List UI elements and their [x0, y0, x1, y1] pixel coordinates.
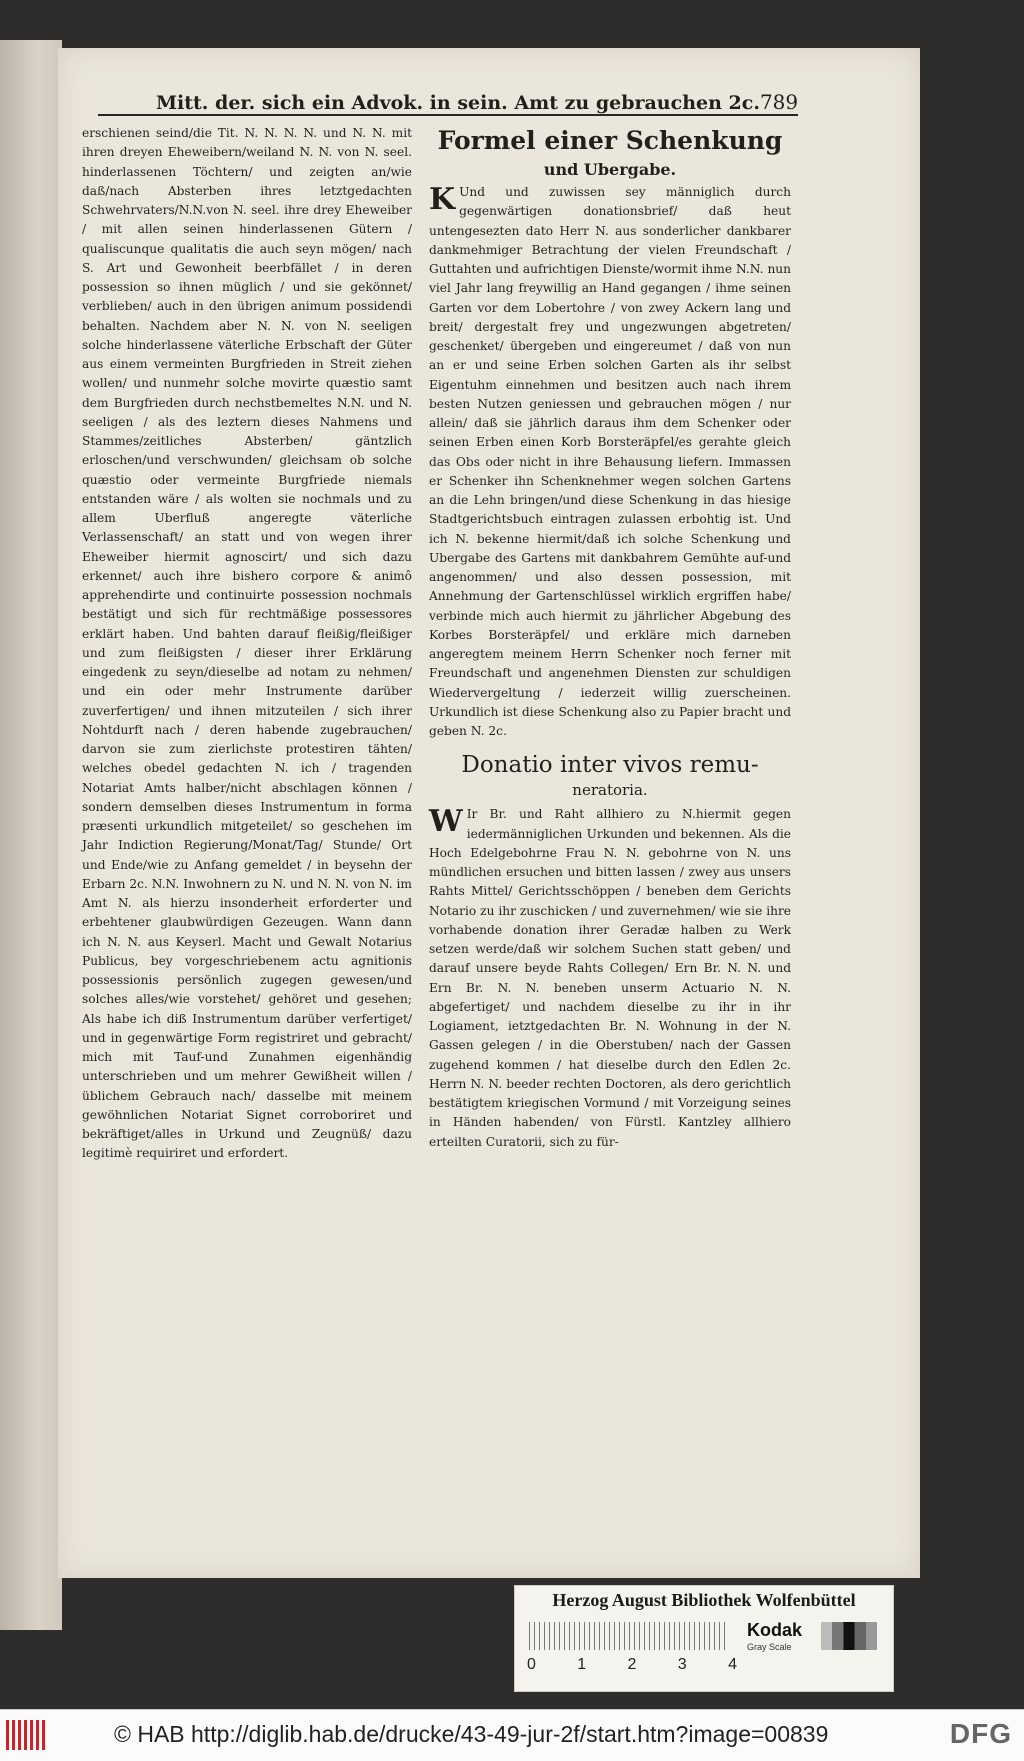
- hab-logo-icon: [6, 1720, 46, 1750]
- section2-body: [429, 805, 791, 1152]
- section2-body-text: Ir Br. und Raht allhiero zu N.hiermit gegen iedermänniglichen Urkunden und bekennen. Als die Hoch Edelgebohrne Frau N. N. gebohrne von N. uns mündlichen ersuchen und bitten lassen / zwey aus unsers Rahts Mittel/ Gerichtsschöppen / beneben dem Gerichts Notario zu ihr zuschicken / und zuvernehmen/ wie sie ihre vorhabende donation ihrer Geradæ halben zu Werk setzen werde/daß wir solchem Suchen statt geben/ und darauf unsere beyde Rahts Collegen/ Ern Br. N. N. und Ern Br. N. N. beneben unserm Actuario N. N. abgefertiget/ und nachdem dieselbe zu ihr in ihr Logiament, ietztgedachten Br. N. Wohnung in der N. Gassen gelegen / in die Oberstuben/ nach der Gassen zugehend kommen / hat dieselbe durch den Edlen 2c. Herrn N. N. beeder rechten Doctoren, als dero gerichtlich bestätigtem kriegischen Vormund / mit Vorzeigung seines in Händen habenden/ von Fürstl. Kantzley allhiero erteilten Curatorii, sich zu für-: [429, 807, 791, 1149]
- drop-cap: K: [429, 182, 456, 217]
- ruler-number: 4: [728, 1656, 737, 1673]
- footer-bar: [0, 1709, 1024, 1761]
- section2-heading: Donatio inter vivos remu-: [461, 752, 759, 779]
- section-body-text: Und und zuwissen sey männiglich durch gegenwärtigen donationsbrief/ daß heut untengesezten dato Herr N. aus sonderlicher dankbarer dankmehmiger Betrachtung der vielen Freundschaft / Guttahten und aufrichtigen Dienste/wormit ihme N.N. nun viel Jahr lang freywillig an Hand gegangen / ihme seinen Garten vor dem Lobertohre / von zwey Ackern lang und breit/ dergestalt frey und ungezwungen abgetreten/ geschenket/ übergeben und eingereumet / daß von nun an er und seine Erben solchen Garten als ihr selbst Eigentuhm einnehmen und besitzen auch nach ihrem besten Nutzen geniessen und gebrauchen mögen / nur allein/ daß sie jährlich daraus ihm dem Schenker oder seinen Erben einen Korb Borsteräpfel/es gerahte gleich das Obs oder nicht in ihre Behausung liefern. Immassen er Schenker ihn Schenknehmer wegen solchen Gartens an die Lehn bringen/und diese Schenkung in das hiesige Stadtgerichtsbuch eintragen zulassen erbohtig ist. Und ich N. bekenne hiermit/daß ich solche Schenkung und Ubergabe des Gartens mit dankbahrem Gemühte auf-und angenommen/ und also dessen possession, mit Annehmung der Gartenschlüssel wirklich ergriffen habe/ verbinde mich auch hiermit zu jährlicher Abgebung des Korbes Borsteräpfel/ und erkläre mich darneben angeregtem meinem Herrn Schenker noch ferner mit Freundschaft und angenehmen Diensten zur schuldigen Wiedervergeltung / iederzeit willig zuerscheinen. Urkundlich ist diese Schenkung also zu Papier bracht und geben N. 2c.: [429, 185, 791, 738]
- gray-scale-swatch: [821, 1622, 877, 1650]
- page-number: 789: [759, 90, 799, 114]
- library-label-card: [514, 1585, 894, 1692]
- section2-subheading: neratoria.: [572, 781, 648, 800]
- ruler-number: 2: [627, 1656, 637, 1673]
- right-column: [429, 124, 791, 1152]
- dfg-logo: DFG: [949, 1718, 1012, 1749]
- section-body: [429, 183, 791, 741]
- page-header: [98, 74, 798, 116]
- left-column: [82, 124, 412, 1164]
- ruler-number: 0: [527, 1656, 536, 1673]
- adjacent-page-edge: [0, 40, 62, 1630]
- running-title: Mitt. der. sich ein Advok. in sein. Amt zu gebrauchen 2c.: [156, 92, 760, 114]
- ruler-scale: [529, 1622, 729, 1650]
- kodak-logo: Kodak: [747, 1620, 803, 1640]
- ruler-number: 3: [677, 1656, 687, 1673]
- section-heading: Formel einer Schenkung: [437, 126, 783, 155]
- footer-url[interactable]: © HAB http://diglib.hab.de/drucke/43-49-jur-2f/start.htm?image=00839: [114, 1721, 829, 1747]
- section-subheading: und Ubergabe.: [543, 160, 677, 179]
- library-name: Herzog August Bibliothek Wolfenbüttel: [552, 1590, 856, 1610]
- drop-cap-2: W: [429, 804, 463, 840]
- ruler-number: 1: [577, 1656, 587, 1673]
- ruler-numbers: [527, 1656, 737, 1674]
- left-column-text: erschienen seind/die Tit. N. N. N. N. und N. N. mit ihren dreyen Eheweibern/weiland N. N. von N. seel. hinderlassenen Töchtern/ und zeigten an/wie daß/nach Absterben ihres letztgedachten Schwehrvaters/N.N.von N. seel. ihre drey Eheweiber / mit allen seinen hinderlassenen Gütern / qualiscunque qualitatis die auch seyn mögen/ nach S. Art und Gewonheit beerbfället / in deren possession so ihnen müglich / und sie gekönnet/ verblieben/ auch in den übrigen animum possidendi behalten. Nachdem aber N. N. von N. seeligen solche hinderlassene väterliche Erbschaft der Güter aus einem vermeinten Burgfrieden in Streit ziehen wollen/ und nunmehr solche movirte quæstio samt dem Burgfrieden durch nechstbemeltes N.N. und N. seeligen / als des leztern dieses Nahmens und Stammes/zeitliches Absterben/ gäntzlich erloschen/und verschwunden/ gleichsam ob solche quæstio oder vermeinte Burgfriede niemals entstanden wäre / als wolten sie nochmals und zu allem Uberfluß angeregte väterliche Verlassenschaft/ an statt und von wegen ihrer Eheweiber hiermit agnoscirt/ und sich dazu erkennet/ auch ihre bishero corpore & animô apprehendirte und continuirte possession nochmals bestätigt und sich für rechtmäßige possessores erklärt haben. Und bahten darauf fleißig/fleißiger und zum fleißigsten / dieser ihrer Erklärung eingedenk zu seyn/dieselbe ad notam zu nehmen/ und ein oder mehr Instrumente darüber zuverfertigen/ und ihnen mitzuteilen / sich ihrer Nohtdurft nach / deren habende zugebrauchen/ darvon sie zum zierlichste protestiren tähten/ welches obedel gedachten N. ich / tragenden Notariat Amts halber/nicht abschlagen können / sondern demselben dieses Instrumentum in forma præsenti urkundlich mitgeteilet/ so geschehen im Jahr Indiction Regierung/Monat/Tag/ Stunde/ Ort und Ende/wie zu Anfang gemeldet / in beysehn der Erbarn 2c. N.N. Inwohnern zu N. und N. N. von N. im Amt N. als hierzu insonderheit erforderter und erbehtener glaubwürdigen Gezeugen. Wann dann ich N. N. aus Keyserl. Macht und Gewalt Notarius Publicus, bey vorgeschriebenem actu agnitionis possessionis persönlich zugegen gewesen/und solches alles/wie vorstehet/ gehöret und gesehen; Als habe ich diß Instrumentum darüber verfertiget/ und in gegenwärtige Form registriret und gebracht/ mich mit Tauf-und Zunahmen eigenhändig unterschrieben und um mehrer Gewißheit willen / üblichem Gebrauch nach/ dasselbe mit meinem gewöhnlichen Notariat Signet corroboriret und bekräftiget/alles in Urkund und Zeugnüß/ dazu legitimè requiriret und erfordert.: [82, 126, 412, 1161]
- gray-scale-label: Gray Scale: [747, 1642, 792, 1652]
